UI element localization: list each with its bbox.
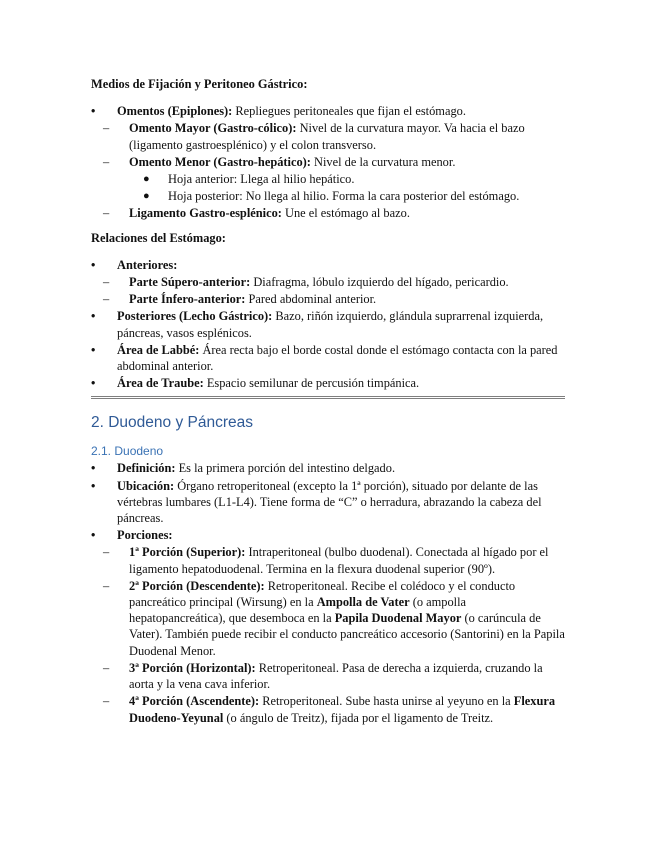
list-item-hoja-posterior: ● Hoja posterior: No llega al hilio. Forma la cara posterior del estómago. bbox=[143, 189, 520, 204]
duodeno-list bbox=[91, 460, 565, 725]
dash-marker: – bbox=[103, 154, 110, 169]
list-item-infero: – Parte Ínfero-anterior: Pared abdominal anterior. bbox=[103, 292, 377, 307]
list-item-hoja-anterior: ● Hoja anterior: Llega al hilio hepático. bbox=[143, 172, 355, 187]
list-item-definicion: • Definición: Es la primera porción del intestino delgado. bbox=[91, 461, 396, 476]
dash-marker: – bbox=[103, 292, 110, 307]
dash-marker: – bbox=[103, 545, 110, 560]
list-item-posteriores: • Posteriores (Lecho Gástrico): Bazo, riñón izquierdo, glándula suprarrenal izquierda, páncreas, vasos esplénicos. bbox=[91, 309, 544, 340]
dash-marker: – bbox=[103, 121, 110, 136]
dash-marker: – bbox=[103, 275, 110, 290]
bullet-marker: • bbox=[91, 461, 96, 476]
list-item-omentos: • Omentos (Epiplones): Repliegues peritoneales que fijan el estómago. bbox=[91, 104, 466, 119]
dash-marker: – bbox=[103, 660, 110, 675]
bullet-marker: • bbox=[91, 376, 96, 391]
list-item-omento-menor: – Omento Menor (Gastro-hepático): Nivel de la curvatura menor. bbox=[103, 154, 456, 169]
subsection-heading-duodeno: 2.1. Duodeno bbox=[91, 444, 164, 459]
dash-marker: – bbox=[103, 206, 110, 221]
list-item-porcion-4: – 4ª Porción (Ascendente): Retroperitoneal. Sube hasta unirse al yeyuno en la Flexura Duodeno-Yeyunal (o ángulo de Treitz), fijada por el ligamento de Treitz. bbox=[103, 694, 556, 725]
list-item-ligamento: – Ligamento Gastro-esplénico: Une el estómago al bazo. bbox=[103, 206, 410, 221]
document-content bbox=[91, 76, 565, 726]
bullet-marker: • bbox=[91, 478, 96, 493]
fijacion-list bbox=[91, 103, 565, 221]
bullet-marker: • bbox=[91, 342, 96, 357]
relaciones-list bbox=[91, 257, 565, 392]
list-item-anteriores: • Anteriores: bbox=[91, 257, 178, 272]
section-heading-duodeno-pancreas: 2. Duodeno y Páncreas bbox=[91, 414, 253, 432]
list-item-traube: • Área de Traube: Espacio semilunar de percusión timpánica. bbox=[91, 376, 420, 391]
fijacion-heading: Medios de Fijación y Peritoneo Gástrico: bbox=[91, 77, 308, 91]
list-item-porcion-1: – 1ª Porción (Superior): Intraperitoneal (bulbo duodenal). Conectada al hígado por el ligamento hepatoduodenal. Termina en la flexura duodenal superior (90º). bbox=[103, 545, 549, 576]
list-item-porcion-2: – 2ª Porción (Descendente): Retroperitoneal. Recibe el colédoco y el conducto pancreático principal (Wirsung) en la Ampolla de Vater (o ampolla hepatopancreática), que desemboca en la Papila Duodenal Mayor (o carúncula de Vater). También puede recibir el conducto pancreático accesorio (Santorini) en la Papila Duodenal Menor. bbox=[103, 578, 565, 658]
dash-marker: – bbox=[103, 578, 110, 593]
bullet-marker: • bbox=[91, 309, 96, 324]
list-item-omento-mayor: – Omento Mayor (Gastro-cólico): Nivel de la curvatura mayor. Va hacia el bazo (ligamento gastroesplénico) y el colon transverso. bbox=[103, 121, 525, 152]
list-item-porciones: • Porciones: bbox=[91, 528, 173, 543]
dot-marker: ● bbox=[143, 190, 150, 203]
list-item-porcion-3: – 3ª Porción (Horizontal): Retroperitoneal. Pasa de derecha a izquierda, cruzando la aorta y la vena cava inferior. bbox=[103, 660, 543, 692]
list-item-ubicacion: • Ubicación: Órgano retroperitoneal (excepto la 1ª porción), situado por delante de las vértebras lumbares (L1-L4). Tiene forma de “C” o herradura, abrazando la cabeza del páncreas. bbox=[91, 478, 542, 526]
bullet-marker: • bbox=[91, 528, 96, 543]
bullet-marker: • bbox=[91, 104, 96, 119]
relaciones-heading: Relaciones del Estómago: bbox=[91, 230, 226, 245]
dash-marker: – bbox=[103, 694, 110, 709]
list-item-supero: – Parte Súpero-anterior: Diafragma, lóbulo izquierdo del hígado, pericardio. bbox=[103, 275, 509, 290]
dot-marker: ● bbox=[143, 173, 150, 186]
bullet-marker: • bbox=[91, 257, 96, 272]
list-item-labbe: • Área de Labbé: Área recta bajo el borde costal donde el estómago contacta con la pared abdominal anterior. bbox=[91, 342, 558, 374]
section-divider bbox=[91, 396, 565, 399]
